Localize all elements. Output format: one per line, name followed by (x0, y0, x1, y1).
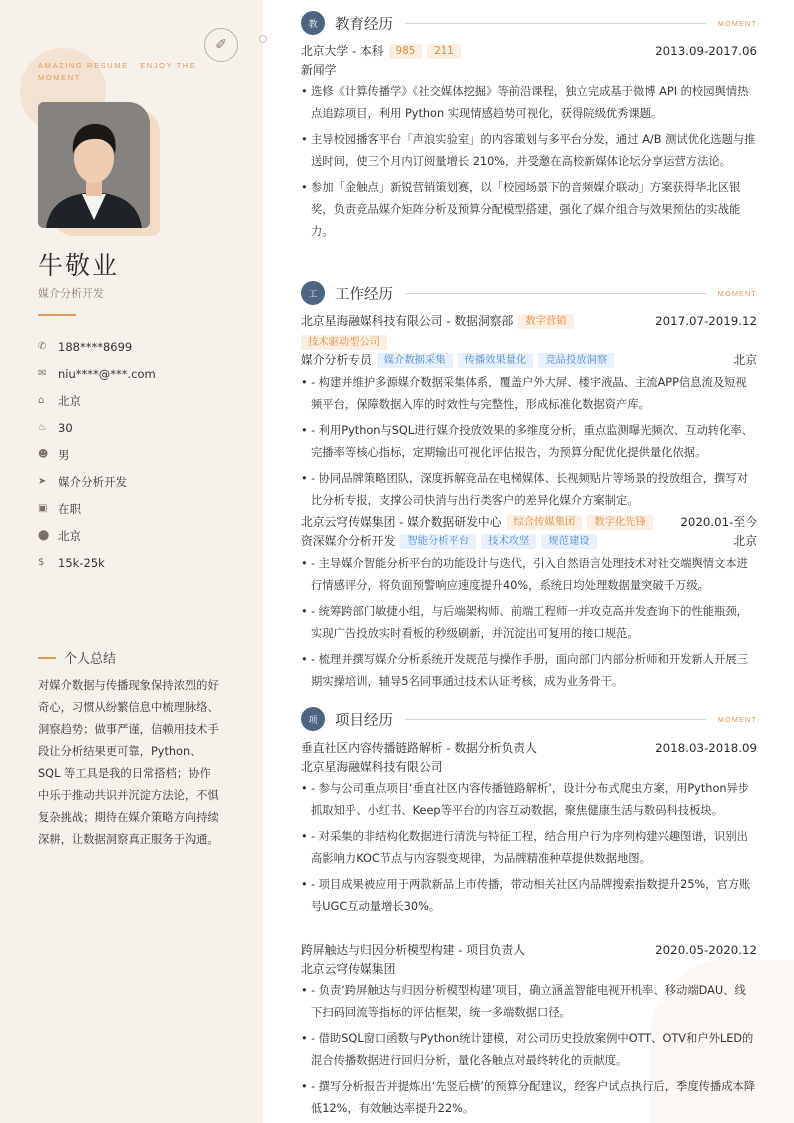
sidebar (0, 0, 263, 1123)
project-entry (301, 739, 757, 922)
date-range: 2020.05-2020.12 (655, 943, 757, 957)
section-header-projects (301, 706, 757, 732)
tagline: AMAZING RESUME · ENJOY THE MOMENT (38, 61, 197, 82)
bullet-list (301, 81, 757, 243)
project-entry (301, 941, 757, 1123)
accent-divider (38, 314, 76, 316)
tag: 综合传媒集团 (507, 515, 583, 530)
tag: 技术驱动型公司 (301, 335, 387, 350)
date-range: 2017.07-2019.12 (655, 314, 757, 328)
info-row-home (38, 387, 248, 414)
work-entry (301, 312, 757, 516)
education-entry (301, 42, 757, 247)
info-row-phone (38, 333, 248, 360)
list-item: • - 协同品牌策略团队，深度拆解竞品在电梯媒体、长视频贴片等场景的投放组合，撰写对比分析专报，支撑公司快消与出行类客户的差异化媒介方案制定。 (301, 468, 757, 512)
bullet-list (301, 553, 757, 693)
list-item: • 主导校园播客平台「声浪实验室」的内容策划与多平台分发，通过 A/B 测试优化选题与推送时间，使三个月内订阅量增长 210%，并受邀在高校新媒体论坛分享运营方法论。 (301, 129, 757, 173)
info-row-email (38, 360, 248, 387)
position-title: 资深媒介分析开发 (301, 534, 396, 548)
section-rule (405, 23, 706, 24)
section-badge: 项 (301, 707, 325, 731)
tag: 媒介数据采集 (377, 353, 453, 368)
summary-text: 对媒介数据与传播现象保持浓烈的好奇心，习惯从纷繁信息中梳理脉络、洞察趋势；做事严谨，信赖用技术手段让分析结果更可靠，Python、SQL 等工具是我的日常搭档；协作中乐于推动共识并沉淀方法论，不惧复杂挑战；期待在媒介策略方向持续深耕，让数据洞察真正服务于沟通。 (38, 679, 219, 846)
location-icon: ⬤ (38, 530, 50, 541)
info-text: 男 (58, 447, 70, 462)
position-row (301, 351, 757, 370)
info-text: 在职 (58, 501, 81, 516)
project-company: 北京云穹传媒集团 (301, 962, 396, 976)
tag: 数字营销 (518, 314, 573, 329)
list-item: • - 对采集的非结构化数据进行清洗与特征工程，结合用户行为序列构建兴趣图谱，识别出高影响力KOC节点与内容裂变规律，为品牌精准种草提供数据地图。 (301, 826, 757, 870)
section-rule (405, 293, 706, 294)
bullet-list (301, 778, 757, 918)
city: 北京 (733, 353, 757, 367)
info-row-status (38, 495, 248, 522)
salary-icon: $ (38, 557, 45, 568)
info-text: 30 (58, 420, 73, 435)
home-icon: ⌂ (38, 395, 45, 406)
section-title: 工作经历 (335, 286, 393, 303)
target-icon: ➤ (38, 476, 47, 487)
date-range: 2018.03-2018.09 (655, 741, 757, 755)
tag: 数字化先锋 (587, 515, 652, 530)
list-item: • 参加「金触点」新锐营销策划赛，以「校园场景下的音频媒介联动」方案获得华北区银奖，负责竞品媒介矩阵分析及预算分配模型搭建，强化了媒介组合与效果预估的实战能力。 (301, 177, 757, 243)
company-row (301, 312, 757, 350)
info-text: 北京 (58, 528, 81, 543)
moment-label: MOMENT (717, 288, 757, 298)
info-text: 媒介分析开发 (58, 474, 127, 489)
tag: 211 (427, 44, 461, 59)
tag: 竞品投放洞察 (538, 353, 614, 368)
briefcase-icon: ▣ (38, 503, 48, 514)
list-item: • - 借助SQL窗口函数与Python统计建模，对公司历史投放案例中OTT、OTV和户外LED的混合传播数据进行回归分析，量化各触点对最终转化的贡献度。 (301, 1028, 757, 1072)
info-row-age (38, 414, 248, 441)
project-name: 跨屏触达与归因分析模型构建 - 项目负责人 (301, 943, 526, 957)
project-company: 北京星海融媒科技有限公司 (301, 760, 443, 774)
date-range: 2020.01-至今 (680, 515, 757, 529)
city: 北京 (733, 534, 757, 548)
company-name: 北京云穹传媒集团 - 媒介数据研发中心 (301, 515, 502, 529)
project-row (301, 941, 757, 960)
tag: 985 (389, 44, 423, 59)
section-badge: 工 (301, 281, 325, 305)
section-header-education (301, 10, 757, 36)
section-rule (405, 719, 706, 720)
moment-label: MOMENT (717, 714, 757, 724)
bullet-list (301, 372, 757, 512)
tag: 传播效果量化 (458, 353, 534, 368)
company-row (301, 513, 757, 532)
info-text: 188****8699 (58, 339, 133, 354)
tag: 技术攻坚 (481, 534, 536, 549)
company-name: 北京星海融媒科技有限公司 - 数据洞察部 (301, 314, 514, 328)
pen-icon: ✐ (204, 28, 238, 62)
list-item: • 选修《计算传播学》《社交媒体挖掘》等前沿课程，独立完成基于微博 API 的校园舆情热点追踪项目，利用 Python 实现情感趋势可视化，获得院级优秀课题。 (301, 81, 757, 125)
info-text: 15k-25k (58, 555, 105, 570)
position-row (301, 532, 757, 551)
education-row (301, 42, 757, 61)
contact-info-list (38, 333, 248, 576)
tag: 智能分析平台 (400, 534, 476, 549)
list-item: • - 撰写分析报告并提炼出‘先竖后横’的预算分配建议，经客户试点执行后，季度传播成本降低12%，有效触达率提升22%。 (301, 1076, 757, 1120)
info-text: niu****@***.com (58, 366, 156, 381)
section-badge: 教 (301, 11, 325, 35)
list-item: • - 主导媒介智能分析平台的功能设计与迭代，引入自然语言处理技术对社交端舆情文本进行情感评分，将负面预警响应速度提升40%，系统日均处理数据量突破千万级。 (301, 553, 757, 597)
project-name: 垂直社区内容传播链路解析 - 数据分析负责人 (301, 741, 537, 755)
position-title: 媒介分析专员 (301, 353, 372, 367)
accent-bar (38, 657, 56, 659)
school-name: 北京大学 - 本科 (301, 44, 384, 58)
avatar (38, 102, 150, 228)
gender-icon: ☻ (38, 449, 49, 460)
section-title: 教育经历 (335, 16, 393, 33)
info-row-target (38, 468, 248, 495)
phone-icon: ✆ (38, 341, 47, 352)
project-row (301, 739, 757, 758)
section-title: 项目经历 (335, 712, 393, 729)
list-item: • - 梳理并撰写媒介分析系统开发规范与操作手册，面向部门内部分析师和开发新人开展三期实操培训，辅导5名同事通过技术认证考核，成为业务骨干。 (301, 649, 757, 693)
list-item: • - 统筹跨部门敏捷小组，与后端架构师、前端工程师一并攻克高并发查询下的性能瓶颈，实现广告投放实时看板的秒级刷新，并沉淀出可复用的接口规范。 (301, 601, 757, 645)
decorative-dot (259, 35, 267, 43)
list-item: • - 利用Python与SQL进行媒介投放效果的多维度分析，重点监测曝光频次、互动转化率、完播率等核心指标，定期输出可视化评估报告，为预算分配优化提供量化依据。 (301, 420, 757, 464)
date-range: 2013.09-2017.06 (655, 44, 757, 58)
mail-icon: ✉ (38, 368, 47, 379)
info-row-location (38, 522, 248, 549)
list-item: • - 构建并维护多源媒介数据采集体系，覆盖户外大屏、楼宇液晶、主流APP信息流及短视频平台，保障数据入库的时效性与完整性，形成标准化数据资产库。 (301, 372, 757, 416)
candidate-name: 牛敬业 (38, 251, 120, 280)
moment-label: MOMENT (717, 18, 757, 28)
summary-heading (38, 648, 116, 667)
work-entry (301, 513, 757, 697)
tag: 规范建设 (541, 534, 596, 549)
section-header-work (301, 280, 757, 306)
summary-title: 个人总结 (64, 652, 117, 667)
info-row-salary (38, 549, 248, 576)
bullet-list (301, 980, 757, 1120)
candidate-role: 媒介分析开发 (38, 287, 104, 300)
list-item: • - 参与公司重点项目‘垂直社区内容传播链路解析’，设计分布式爬虫方案，用Python异步抓取知乎、小红书、Keep等平台的内容互动数据，聚焦健康生活与数码科技板块。 (301, 778, 757, 822)
info-text: 北京 (58, 393, 81, 408)
info-row-gender (38, 441, 248, 468)
major: 新闻学 (301, 63, 337, 77)
list-item: • - 负责‘跨屏触达与归因分析模型构建’项目，确立涵盖智能电视开机率、移动端DAU、线下扫码回流等指标的评估框架，统一多端数据口径。 (301, 980, 757, 1024)
list-item: • - 项目成果被应用于两款新品上市传播，带动相关社区内品牌搜索指数提升25%，官方账号UGC互动量增长30%。 (301, 874, 757, 918)
age-icon: ♨ (38, 422, 47, 433)
